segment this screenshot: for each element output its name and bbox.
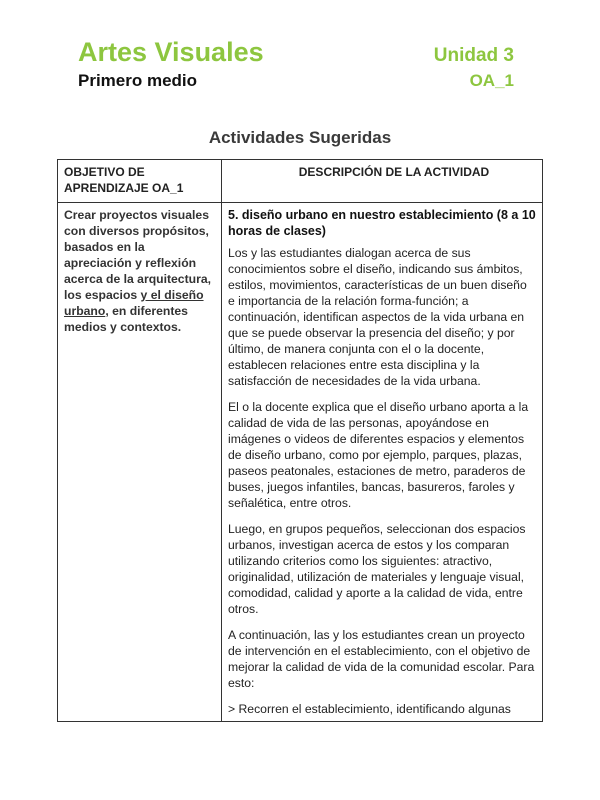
activity-list-item: > Recorren el establecimiento, identificando algunas: [228, 702, 511, 716]
objective-text: Crear proyectos visuales con diversos propósitos, basados en la apreciación y reflexión acerca de la arquitectura, los espacios: [64, 208, 211, 302]
objective-underlined-text: y el diseño urbano: [64, 288, 204, 318]
activity-description-cell: [222, 203, 543, 722]
header-row-bottom: [78, 70, 514, 92]
activity-paragraph-3: Luego, en grupos pequeños, seleccionan dos espacios urbanos, investigan acerca de estos y los comparan utilizando criterios como los siguientes: atractivo, originalidad, utilización de materiales y lenguaje visual, comodidad, calidad y aporte a la calidad de vida, entre otros.: [228, 522, 526, 616]
activity-paragraph-1: Los y las estudiantes dialogan acerca de sus conocimientos sobre el diseño, indicando sus ámbitos, estilos, movimientos, características de un buen diseño e importancia de la relación forma-función; a continuación, identifican aspectos de la vida urbana en que se puede observar la presencia del diseño; y por último, de manera conjunta con el o la docente, establecen relaciones entre esta disciplina y la satisfacción de necesidades de la vida urbana.: [228, 246, 527, 388]
subject-title: Artes Visuales: [78, 37, 264, 67]
oa-code: OA_1: [469, 71, 514, 90]
unit-label: Unidad 3: [433, 45, 514, 66]
description-column-header: DESCRIPCIÓN DE LA ACTIVIDAD: [222, 160, 543, 203]
grade-label: Primero medio: [78, 71, 198, 90]
table-header-row: [58, 160, 543, 203]
section-title: Actividades Sugeridas: [208, 128, 392, 147]
header-row-top: [78, 34, 514, 70]
objective-cell: [58, 203, 222, 722]
page-header: [78, 34, 514, 92]
activities-table: [57, 159, 543, 722]
activity-paragraph-4: A continuación, las y los estudiantes crean un proyecto de intervención en el establecimiento, con el objetivo de mejorar la calidad de vida de la comunidad escolar. Para esto:: [228, 628, 535, 690]
activity-paragraph-2: El o la docente explica que el diseño urbano aporta a la calidad de vida de las personas, apoyándose en imágenes o videos de diferentes espacios y elementos de diseño urbano, como por ejemplo, parques, plazas, paseos peatonales, estaciones de metro, paraderos de buses, juegos infantiles, bancas, basureros, faroles y señalética, entre otros.: [228, 400, 529, 510]
table-row: [58, 203, 543, 722]
objective-column-header: OBJETIVO DE APRENDIZAJE OA_1: [58, 160, 222, 203]
objective-text-end: , en diferentes medios y contextos.: [64, 304, 188, 334]
activity-title: 5. diseño urbano en nuestro establecimiento (8 a 10 horas de clases): [228, 208, 536, 238]
